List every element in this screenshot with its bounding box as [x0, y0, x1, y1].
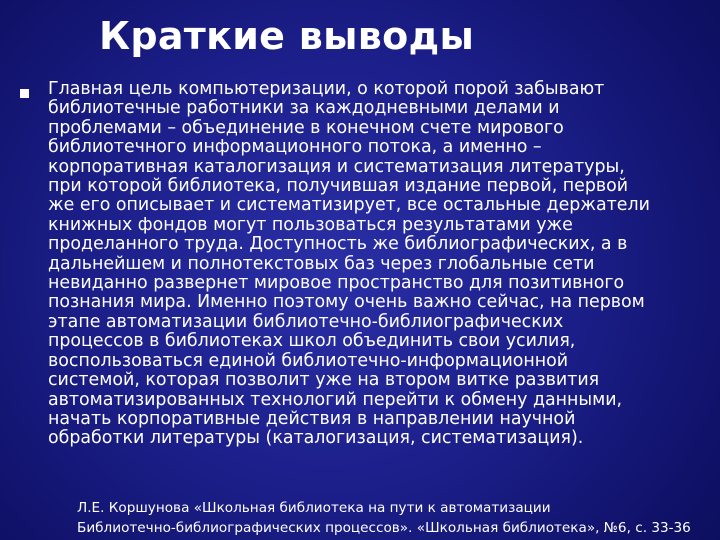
body-line: проделанного труда. Доступность же библиографических, а в [48, 234, 628, 255]
body-line: познания мира. Именно поэтому очень важно сейчас, на первом [48, 292, 645, 313]
body-line: библиотечные работники за каждодневными делами и [48, 98, 560, 119]
body-line: невиданно развернет мировое пространство для позитивного [48, 273, 625, 294]
citation [77, 498, 720, 538]
body-line: системой, которая позволит уже на втором витке развития [48, 370, 600, 391]
body-line: обработки литературы (каталогизация, систематизация). [48, 428, 584, 449]
citation-line: Библиотечно-библиографических процессов». «Школьная библиотека», №6, с. 33-36 [77, 520, 691, 536]
bullet-text [48, 80, 720, 449]
body-line: проблемами – объединение в конечном счете мирового [48, 117, 564, 138]
body-line: этапе автоматизации библиотечно-библиографических [48, 311, 564, 332]
body-line: книжных фондов могут пользоваться результатами уже [48, 214, 573, 235]
bullet-square-icon [20, 89, 29, 98]
body-line: при которой библиотека, получившая издание первой, первой [48, 176, 629, 197]
body-line: начать корпоративные действия в направлении научной [48, 408, 576, 429]
slide-title: Краткие выводы [99, 14, 475, 58]
body-line: корпоративная каталогизация и систематизация литературы, [48, 156, 625, 177]
body-line: дальнейшем и полнотекстовых баз через глобальные сети [48, 253, 595, 274]
body-line: автоматизированных технологий перейти к обмену данными, [48, 389, 623, 410]
body-line: процессов в библиотеках школ объединить свои усилия, [48, 331, 576, 352]
body-line: воспользоваться единой библиотечно-информационной [48, 350, 569, 371]
citation-line: Л.Е. Коршунова «Школьная библиотека на пути к автоматизации [77, 500, 551, 516]
body-line: Главная цель компьютеризации, о которой порой забывают [48, 79, 605, 99]
body-line: библиотечного информационного потока, а именно – [48, 137, 542, 158]
body-line: же его описывает и систематизирует, все остальные держатели [48, 195, 650, 216]
